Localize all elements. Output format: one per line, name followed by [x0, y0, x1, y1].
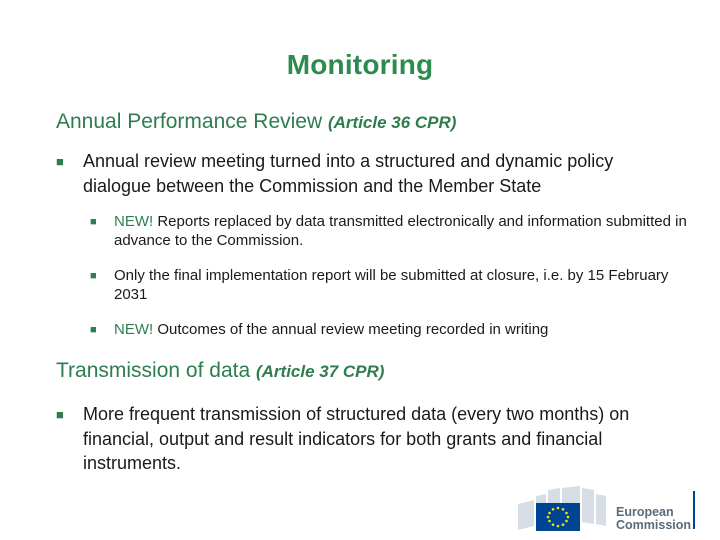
sub-bullet-text: Reports replaced by data transmitted electronically and information submitted in advance to the Commission.	[114, 213, 687, 249]
square-bullet-icon: ■	[90, 216, 97, 228]
logo-divider	[693, 491, 695, 529]
section-heading-text: Annual Performance Review	[56, 110, 323, 133]
bullet-item	[56, 402, 686, 476]
article-reference: (Article 36 CPR)	[327, 113, 457, 132]
logo-text-european: European	[616, 505, 674, 519]
bullet-text: More frequent transmission of structured data (every two months) on financial, output and result indicators for both grants and financial instruments.	[83, 404, 630, 473]
square-bullet-icon: ■	[90, 270, 97, 282]
section-heading-annual-review	[56, 110, 456, 134]
section-heading-text: Transmission of data	[56, 359, 251, 382]
logo-text-commission: Commission	[616, 518, 692, 532]
square-bullet-icon: ■	[90, 324, 97, 336]
bullet-text: Annual review meeting turned into a structured and dynamic policy dialogue between the Commission and the Member State	[83, 151, 614, 196]
square-bullet-icon: ■	[56, 154, 64, 169]
sub-bullet-item	[90, 320, 690, 339]
new-label: NEW!	[114, 213, 154, 230]
sub-bullet-text: Outcomes of the annual review meeting recorded in writing	[157, 321, 549, 338]
sub-bullet-text: Only the final implementation report will be submitted at closure, i.e. by 15 February 2031	[114, 267, 669, 303]
section-heading-transmission	[56, 359, 384, 383]
article-reference: (Article 37 CPR)	[255, 362, 385, 381]
bullet-item	[56, 149, 686, 198]
slide-title: Monitoring	[286, 49, 434, 80]
new-label: NEW!	[114, 321, 154, 338]
square-bullet-icon: ■	[56, 407, 64, 422]
sub-bullet-item	[90, 266, 690, 304]
sub-bullet-item	[90, 212, 690, 250]
